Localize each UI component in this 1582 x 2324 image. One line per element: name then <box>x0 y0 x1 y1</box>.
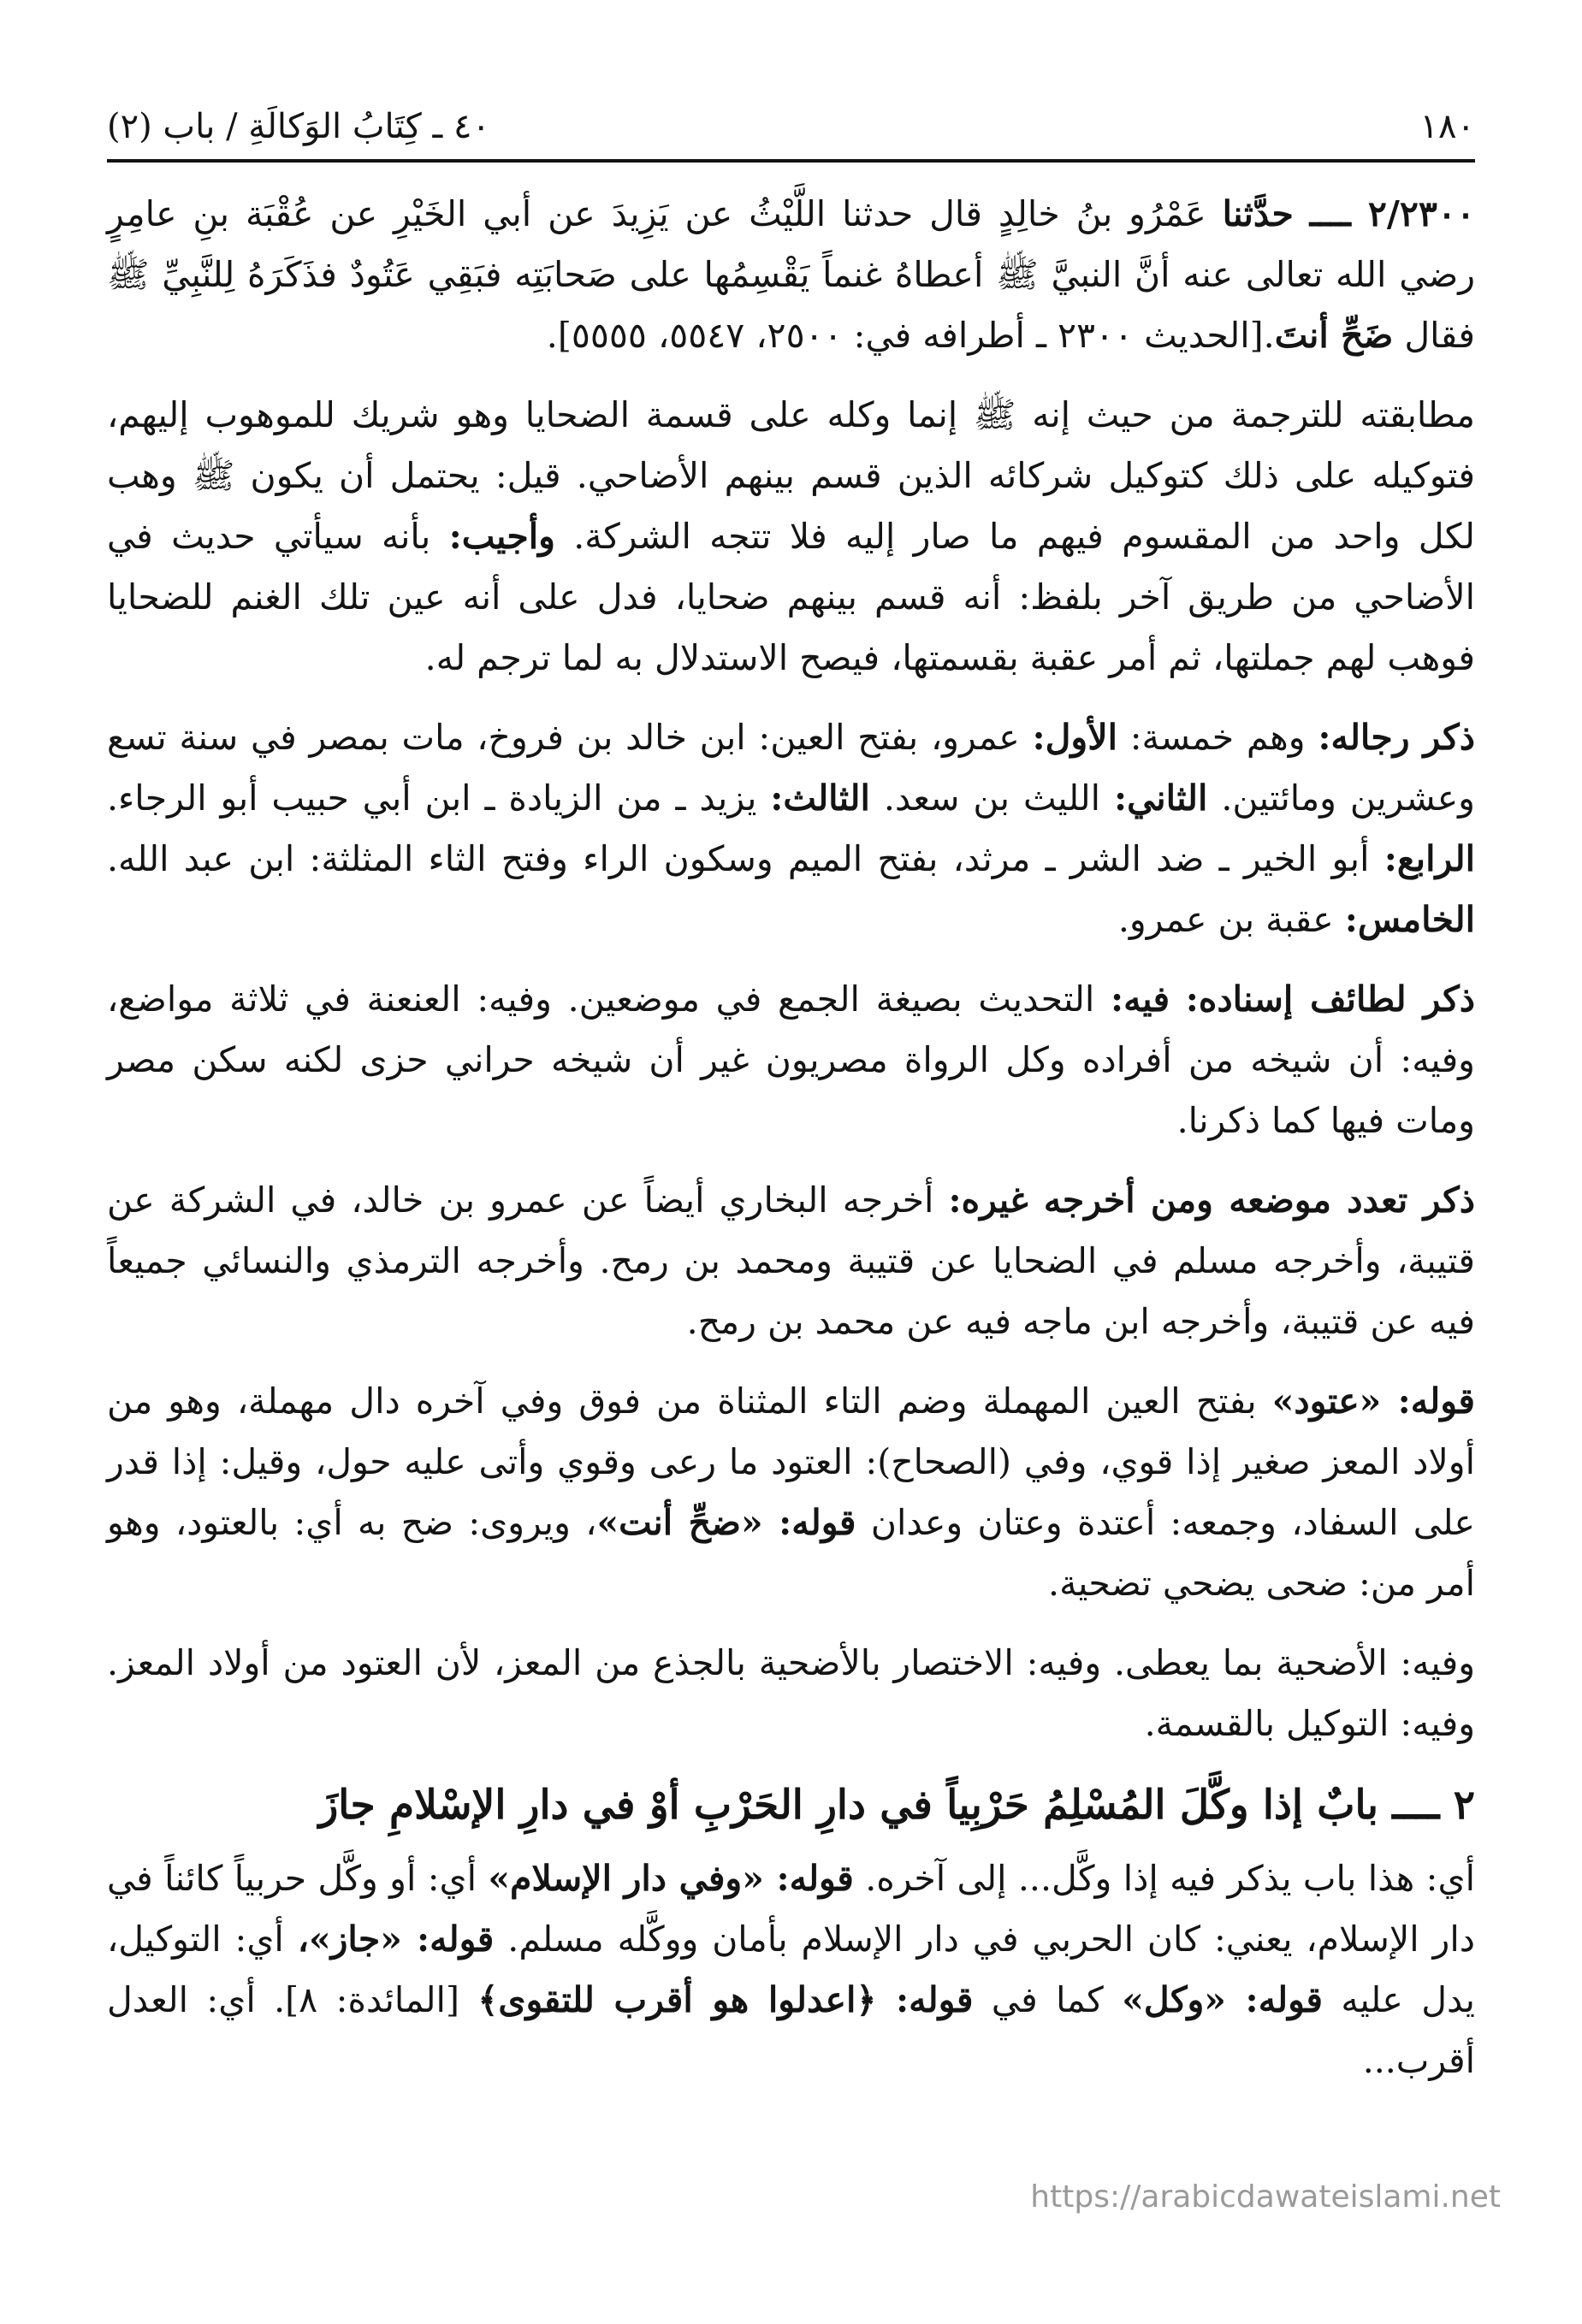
bab-heading: ٢ ــــ بابٌ إذا وكَّلَ المُسْلِمُ حَرْبِياً في دارِ الحَرْبِ أوْ في دارِ الإسْلامِ جازَ <box>318 1782 1475 1829</box>
narrator-4-lead: الرابع: <box>1384 838 1475 879</box>
takhrij-lead: ذكر تعدد موضعه ومن أخرجه غيره: <box>948 1180 1475 1221</box>
running-title: ٤٠ ـ كِتَابُ الوَكالَةِ / باب (٢) <box>107 107 490 146</box>
dahhi-text: ، ويروى: ضح به أي: بالعتود، وهو أمر من: ضحى يضحي تضحية. <box>107 1502 1475 1604</box>
narrator-1-lead: الأول: <box>1032 717 1117 758</box>
hadith-text: عَمْرُو بنُ خالِدٍ قال حدثنا اللَّيْثُ عن يَزِيدَ عن أبي الخَيْرِ عن عُقْبَة بنِ عامِرٍ رضي الله تعالى عنه أنَّ النبيَّ ﷺ أعطاهُ غنماً يَقْسِمُها على صَحابَتِه فبَقِي عَتُودٌ فذَكَرَهُ لِلنَّبِيِّ ﷺ فقال <box>107 193 1475 356</box>
dar-islam-lead: قوله: «وفي دار الإسلام» <box>488 1858 854 1899</box>
atud-text: بفتح العين المهملة وضم التاء المثناة من فوق وفي آخره دال مهملة، وهو من أولاد المعز صغير إذا قوي، وفي (الصحاح): العتود ما رعى وقوي وأتى عليه حول، وقيل: إذا قدر على السفاد، وجمعه: أعتدة وعتان وعدان <box>107 1381 1475 1543</box>
quran-quote: قوله: ﴿اعدلوا هو أقرب للتقوى﴾ <box>477 1979 974 2020</box>
narrator-1: عمرو، بفتح العين: ابن خالد بن فروخ، مات بمصر في سنة تسع وعشرين ومائتين. <box>107 717 1475 819</box>
wakkil-lead: قوله: «وكل» <box>1122 1979 1323 2020</box>
atud-paragraph <box>107 1371 1475 1614</box>
isnad-paragraph <box>107 969 1475 1151</box>
isnad-fih: فيه: <box>1111 979 1170 1020</box>
answer-text: بأنه سيأتي حديث في الأضاحي من طريق آخر بلفظ: أنه قسم بينهم ضحايا، فدل على أنه عين تلك الغنم للضحايا فوهب لهم جملتها، ثم أمر عقبة بقسمتها، فيصح الاستدلال به لما ترجم له. <box>107 516 1475 678</box>
hadith-ref: .[الحديث ٢٣٠٠ ـ أطرافه في: ٢٥٠٠، ٥٥٤٧، ٥٥٥٥]. <box>546 315 1275 356</box>
jaz-lead: قوله: «جاز»، <box>297 1919 495 1960</box>
kama-text: كما في <box>991 1979 1104 2020</box>
watermark-url: https://arabicdawateislami.net <box>1030 2179 1501 2215</box>
page-body <box>107 184 1475 2110</box>
narrator-5: عقبة بن عمرو. <box>1117 899 1334 940</box>
narrator-4: أبو الخير ـ ضد الشر ـ مرثد، بفتح الميم وسكون الراء وفتح الثاء المثلثة: ابن عبد الله. <box>107 838 1370 879</box>
narrator-5-lead: الخامس: <box>1344 899 1475 940</box>
bab-commentary <box>107 1848 1475 2091</box>
dahhi-lead: قوله: «ضحِّ أنت» <box>596 1502 856 1543</box>
bab-intro: أي: هذا باب يذكر فيه إذا وكَّل... إلى آخره. <box>865 1858 1475 1899</box>
hadith-lead: حدَّثنا <box>1222 193 1294 234</box>
narrator-3: يزيد ـ من الزيادة ـ ابن أبي حبيب أبو الرجاء. <box>107 778 757 819</box>
page-number: ١٨٠ <box>1419 107 1475 146</box>
fawaid-paragraph <box>107 1633 1475 1754</box>
isnad-text: التحديث بصيغة الجمع في موضعين. وفيه: العنعنة في ثلاثة مواضع، وفيه: أن شيخه من أفراده وكل الرواة مصريون غير أن شيخه حراني حزى لكنه سكن مصر ومات فيها كما ذكرنا. <box>107 979 1475 1141</box>
hadith-paragraph <box>107 184 1475 366</box>
quran-ref: [المائدة: ٨]. أي: العدل أقرب... <box>107 1979 1475 2081</box>
isnad-lead: ذكر لطائف إسناده: <box>1185 979 1475 1020</box>
narrators-lead: ذكر رجاله: <box>1318 717 1475 758</box>
narrator-3-lead: الثالث: <box>770 778 870 819</box>
atud-lead: قوله: «عتود» <box>1271 1381 1475 1422</box>
hadith-number: ٢/٢٣٠٠ ــــ <box>1309 193 1475 234</box>
jaz-text: أي: التوكيل، يدل عليه <box>107 1919 1475 2020</box>
narrator-2-lead: الثاني: <box>1113 778 1208 819</box>
fawaid-text: وفيه: الأضحية بما يعطى. وفيه: الاختصار بالأضحية بالجذع من المعز، لأن العتود من أولاد المعز. وفيه: التوكيل بالقسمة. <box>107 1642 1475 1744</box>
answer-lead: وأجيب: <box>448 516 555 557</box>
narrators-count: وهم خمسة: <box>1129 717 1306 758</box>
commentary-text: مطابقته للترجمة من حيث إنه ﷺ إنما وكله على قسمة الضحايا وهو شريك للموهوب إليهم، فتوكيله على ذلك كتوكيل شركائه الذين قسم بينهم الأضاحي. قيل: يحتمل أن يكون ﷺ وهب لكل واحد من المقسوم فيهم ما صار إليه فلا تتجه الشركة. <box>107 394 1475 557</box>
running-header <box>107 101 1475 152</box>
narrators-paragraph <box>107 707 1475 950</box>
header-rule <box>107 159 1475 163</box>
commentary-paragraph <box>107 385 1475 689</box>
takhrij-paragraph <box>107 1170 1475 1352</box>
takhrij-text: أخرجه البخاري أيضاً عن عمرو بن خالد، في الشركة عن قتيبة، وأخرجه مسلم في الضحايا عن قتيبة ومحمد بن رمح. وأخرجه الترمذي والنسائي جميعاً فيه عن قتيبة، وأخرجه ابن ماجه فيه عن محمد بن رمح. <box>107 1180 1475 1342</box>
narrator-2: الليث بن سعد. <box>883 778 1101 819</box>
dar-islam-text: أي: أو وكَّل حربياً كائناً في دار الإسلام، يعني: كان الحربي في دار الإسلام بأمان ووكَّله مسلم. <box>107 1858 1475 1960</box>
hadith-quote: ضَحِّ أنتَ <box>1274 315 1394 356</box>
